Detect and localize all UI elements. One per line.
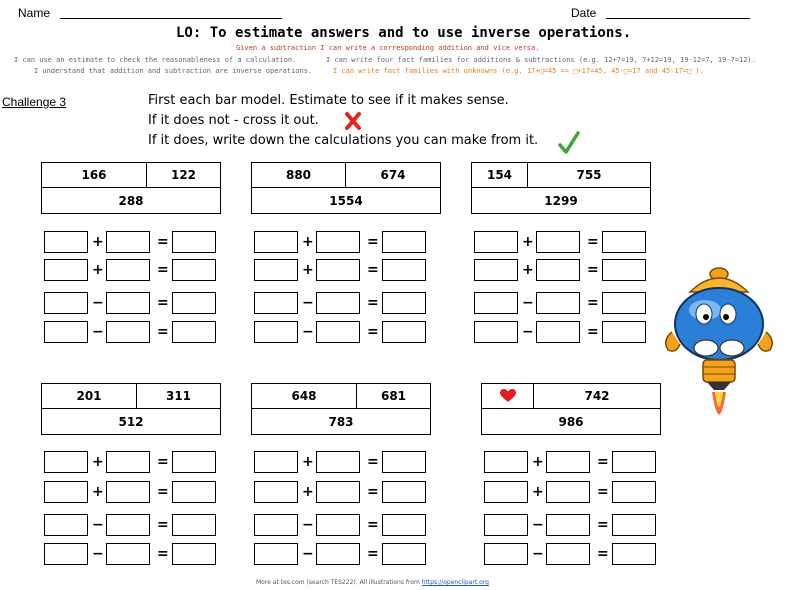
answer-box[interactable] (254, 543, 298, 565)
bar-model-2-part-a: 880 (251, 162, 346, 188)
answer-box[interactable] (172, 514, 216, 536)
answer-box[interactable] (382, 514, 426, 536)
answer-box[interactable] (106, 231, 150, 253)
answer-box[interactable] (106, 481, 150, 503)
minus-sign: − (92, 546, 104, 562)
answer-box[interactable] (44, 481, 88, 503)
equals-sign: = (587, 234, 599, 250)
equals-sign: = (367, 484, 379, 500)
answer-box[interactable] (484, 514, 528, 536)
plus-sign: + (92, 454, 104, 470)
equals-sign: = (157, 234, 169, 250)
bar-model-3-whole: 1299 (471, 187, 651, 214)
equals-sign: = (367, 295, 379, 311)
answer-box[interactable] (172, 451, 216, 473)
answer-box[interactable] (254, 231, 298, 253)
answer-box[interactable] (612, 514, 656, 536)
bar-model-1-part-b: 122 (146, 162, 221, 188)
bar-model-5-part-b: 681 (356, 383, 431, 409)
bar-model-5-whole: 783 (251, 408, 431, 435)
answer-box[interactable] (546, 451, 590, 473)
minus-sign: − (92, 517, 104, 533)
equals-sign: = (367, 517, 379, 533)
minus-sign: − (302, 546, 314, 562)
bar-model-6-whole: 986 (481, 408, 661, 435)
bar-model-2-part-b: 674 (345, 162, 441, 188)
answer-box[interactable] (612, 481, 656, 503)
minus-sign: − (92, 295, 104, 311)
answer-box[interactable] (602, 259, 646, 281)
objective-line-1: Given a subtraction I can write a corresponding addition and vice versa. (236, 44, 540, 52)
equals-sign: = (597, 517, 609, 533)
equals-sign: = (157, 295, 169, 311)
bar-model-4-part-a: 201 (41, 383, 137, 409)
answer-box[interactable] (316, 543, 360, 565)
equals-sign: = (367, 262, 379, 278)
cross-icon (344, 111, 362, 131)
answer-box[interactable] (382, 321, 426, 343)
answer-box[interactable] (546, 481, 590, 503)
answer-box[interactable] (612, 451, 656, 473)
plus-sign: + (522, 262, 534, 278)
date-label: Date (571, 6, 597, 20)
equals-sign: = (157, 324, 169, 340)
instruction-line-3: If it does, write down the calculations you can make from it. (148, 133, 539, 148)
bar-model-1-part-a: 166 (41, 162, 147, 188)
answer-box[interactable] (382, 292, 426, 314)
answer-box[interactable] (382, 481, 426, 503)
equals-sign: = (587, 262, 599, 278)
answer-box[interactable] (254, 259, 298, 281)
bar-model-3-part-a: 154 (471, 162, 528, 188)
answer-box[interactable] (172, 543, 216, 565)
answer-box[interactable] (536, 231, 580, 253)
answer-box[interactable] (106, 292, 150, 314)
answer-box[interactable] (484, 481, 528, 503)
footer (256, 579, 489, 586)
bar-model-2-whole: 1554 (251, 187, 441, 214)
equals-sign: = (597, 454, 609, 470)
plus-sign: + (522, 234, 534, 250)
answer-box[interactable] (44, 231, 88, 253)
answer-box[interactable] (172, 292, 216, 314)
name-label: Name (18, 6, 51, 20)
bar-model-6-part-b: 742 (533, 383, 661, 409)
equals-sign: = (367, 546, 379, 562)
objective-line-3a: I understand that addition and subtraction are inverse operations. (34, 67, 313, 75)
answer-box[interactable] (316, 514, 360, 536)
answer-box[interactable] (536, 259, 580, 281)
answer-box[interactable] (106, 451, 150, 473)
plus-sign: + (302, 454, 314, 470)
answer-box[interactable] (106, 259, 150, 281)
bar-model-6-part-a (481, 383, 534, 409)
answer-box[interactable] (474, 292, 518, 314)
instruction-line-2: If it does not - cross it out. (148, 113, 319, 128)
answer-box[interactable] (474, 259, 518, 281)
instruction-line-1: First each bar model. Estimate to see if it makes sense. (148, 93, 509, 108)
answer-box[interactable] (316, 231, 360, 253)
challenge-label: Challenge 3 (2, 95, 67, 109)
answer-box[interactable] (546, 514, 590, 536)
objective-line-2a: I can use an estimate to check the reasonableness of a calculation. (14, 56, 297, 64)
answer-box[interactable] (484, 451, 528, 473)
answer-box[interactable] (382, 231, 426, 253)
answer-box[interactable] (172, 481, 216, 503)
answer-box[interactable] (44, 451, 88, 473)
tick-icon (558, 130, 580, 156)
minus-sign: − (302, 517, 314, 533)
equals-sign: = (367, 454, 379, 470)
plus-sign: + (302, 262, 314, 278)
minus-sign: − (302, 324, 314, 340)
answer-box[interactable] (474, 321, 518, 343)
answer-box[interactable] (254, 514, 298, 536)
answer-box[interactable] (536, 321, 580, 343)
answer-box[interactable] (316, 481, 360, 503)
answer-box[interactable] (44, 259, 88, 281)
plus-sign: + (302, 484, 314, 500)
answer-box[interactable] (106, 321, 150, 343)
answer-box[interactable] (316, 292, 360, 314)
answer-box[interactable] (106, 514, 150, 536)
equals-sign: = (587, 295, 599, 311)
equals-sign: = (367, 324, 379, 340)
answer-box[interactable] (44, 292, 88, 314)
answer-box[interactable] (602, 231, 646, 253)
answer-box[interactable] (382, 543, 426, 565)
equals-sign: = (597, 546, 609, 562)
answer-box[interactable] (316, 451, 360, 473)
minus-sign: − (302, 295, 314, 311)
heart-icon (500, 389, 516, 403)
equals-sign: = (587, 324, 599, 340)
bar-model-5-part-a: 648 (251, 383, 357, 409)
minus-sign: − (92, 324, 104, 340)
minus-sign: − (532, 546, 544, 562)
bar-model-1-whole: 288 (41, 187, 221, 214)
footer-link[interactable]: https://openclipart.org (421, 579, 489, 586)
answer-box[interactable] (172, 231, 216, 253)
answer-box[interactable] (474, 231, 518, 253)
answer-box[interactable] (172, 259, 216, 281)
answer-box[interactable] (254, 481, 298, 503)
answer-box[interactable] (254, 451, 298, 473)
footer-text: More at tes.com (search TES222). All illustrations from (256, 579, 420, 586)
equals-sign: = (597, 484, 609, 500)
answer-box[interactable] (546, 543, 590, 565)
equals-sign: = (157, 484, 169, 500)
date-field-line[interactable] (606, 6, 750, 19)
minus-sign: − (522, 324, 534, 340)
equals-sign: = (157, 262, 169, 278)
answer-box[interactable] (44, 514, 88, 536)
equals-sign: = (367, 234, 379, 250)
objective-line-3b: I can write fact families with unknowns (e.g. 17+□=45 => □+17=45, 45-□=17 and 45-17=□ ). (333, 67, 704, 75)
answer-box[interactable] (254, 321, 298, 343)
bar-model-4-whole: 512 (41, 408, 221, 435)
minus-sign: − (532, 517, 544, 533)
answer-box[interactable] (316, 321, 360, 343)
answer-box[interactable] (44, 543, 88, 565)
equals-sign: = (157, 454, 169, 470)
answer-box[interactable] (382, 259, 426, 281)
answer-box[interactable] (536, 292, 580, 314)
answer-box[interactable] (382, 451, 426, 473)
learning-objective-title: LO: To estimate answers and to use inverse operations. (176, 25, 632, 41)
answer-box[interactable] (106, 543, 150, 565)
lightbulb-rocket-character (660, 262, 778, 442)
plus-sign: + (92, 234, 104, 250)
minus-sign: − (522, 295, 534, 311)
bar-model-4-part-b: 311 (136, 383, 221, 409)
equals-sign: = (157, 546, 169, 562)
bar-model-3-part-b: 755 (527, 162, 651, 188)
answer-box[interactable] (254, 292, 298, 314)
plus-sign: + (532, 484, 544, 500)
answer-box[interactable] (172, 321, 216, 343)
plus-sign: + (532, 454, 544, 470)
objective-line-2b: I can write four fact families for additions & subtractions (e.g. 12+7=19, 7+12=19, 19-12=7, 19-7=12). (326, 56, 756, 64)
answer-box[interactable] (612, 543, 656, 565)
plus-sign: + (302, 234, 314, 250)
answer-box[interactable] (602, 292, 646, 314)
plus-sign: + (92, 484, 104, 500)
name-field-line[interactable] (60, 6, 282, 19)
answer-box[interactable] (484, 543, 528, 565)
plus-sign: + (92, 262, 104, 278)
answer-box[interactable] (316, 259, 360, 281)
answer-box[interactable] (602, 321, 646, 343)
equals-sign: = (157, 517, 169, 533)
answer-box[interactable] (44, 321, 88, 343)
